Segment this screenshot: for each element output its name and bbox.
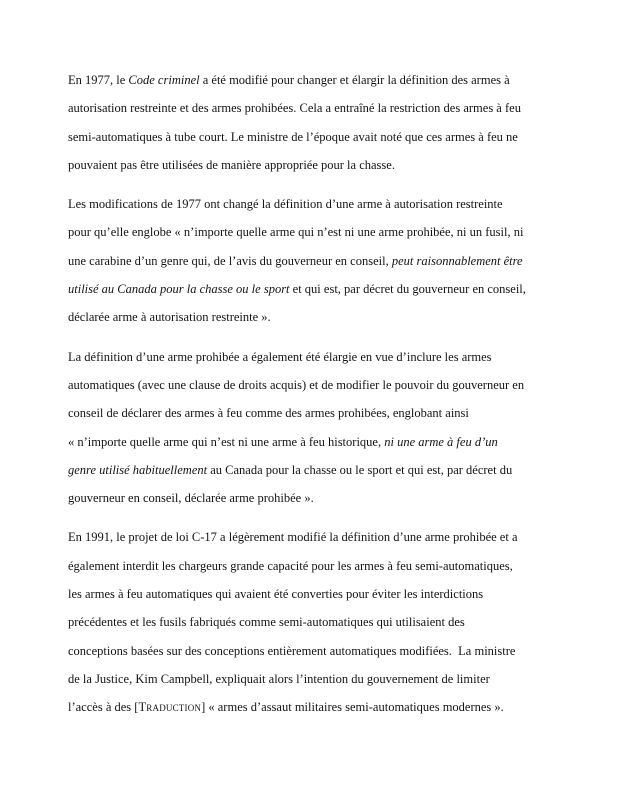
text-segment: conseil de déclarer des armes à feu comme des armes prohibées, englobant ainsi: [68, 406, 469, 421]
text-segment: La définition d’une arme prohibée a également été élargie en vue d’inclure les armes: [68, 349, 492, 364]
paragraph: [68, 343, 565, 513]
italic-text-segment: peut raisonnablement être: [391, 253, 523, 268]
text-segment: conceptions basées sur des conceptions entièrement automatiques modifiées. La ministre: [68, 643, 516, 658]
italic-text-segment: genre utilisé habituellement: [68, 462, 208, 477]
text-line: [68, 343, 565, 371]
text-line: [68, 151, 565, 179]
text-segment: et qui est, par décret du gouverneur en conseil,: [289, 282, 526, 297]
document-body: [68, 66, 565, 722]
text-line: [68, 190, 565, 218]
text-line: [68, 428, 565, 456]
text-segment: également interdit les chargeurs grande capacité pour les armes à feu semi-automatiques,: [68, 558, 513, 573]
text-segment: précédentes et les fusils fabriqués comme semi-automatiques qui utilisaient des: [68, 615, 465, 630]
text-line: [68, 693, 565, 721]
text-segment: En 1991, le projet de loi C-17 a légèrement modifié la définition d’une arme prohibée et a: [68, 530, 518, 545]
text-line: [68, 275, 565, 303]
paragraph: [68, 190, 565, 331]
text-line: [68, 456, 565, 484]
text-segment: au Canada pour la chasse ou le sport et qui est, par décret du: [207, 462, 513, 477]
text-segment: automatiques (avec une clause de droits acquis) et de modifier le pouvoir du gouverneur en: [68, 377, 525, 392]
italic-text-segment: Code criminel: [128, 73, 200, 87]
italic-text-segment: utilisé au Canada pour la chasse ou le sport: [68, 282, 290, 297]
text-segment: semi-automatiques à tube court. Le ministre de l’époque avait noté que ces armes à feu ne: [68, 129, 518, 144]
paragraph: [68, 523, 565, 721]
text-line: [68, 637, 565, 665]
text-segment: gouverneur en conseil, déclarée arme prohibée ».: [68, 491, 314, 506]
text-line: [68, 123, 565, 151]
text-line: [68, 218, 565, 246]
text-segment: pour qu’elle englobe « n’importe quelle arme qui n’est ni une arme prohibée, ni un fusil, ni: [68, 225, 524, 240]
text-segment: En 1977, le: [68, 73, 129, 87]
text-segment: déclarée arme à autorisation restreinte ».: [68, 310, 271, 325]
text-segment: autorisation restreinte et des armes prohibées. Cela a entraîné la restriction des armes à feu: [68, 101, 521, 116]
text-line: [68, 303, 565, 331]
paragraph: [68, 66, 565, 179]
text-segment: de la Justice, Kim Campbell, expliquait alors l’intention du gouvernement de limiter: [68, 671, 490, 686]
italic-text-segment: ni une arme à feu d’un: [384, 434, 498, 449]
text-line: [68, 608, 565, 636]
text-segment: pouvaient pas être utilisées de manière appropriée pour la chasse.: [68, 157, 395, 172]
text-segment: a été modifié pour changer et élargir la définition des armes à: [199, 73, 510, 87]
text-segment: une carabine d’un genre qui, de l’avis du gouverneur en conseil,: [68, 253, 392, 268]
text-line: [68, 94, 565, 122]
text-segment: « n’importe quelle arme qui n’est ni une arme à feu historique,: [68, 434, 385, 449]
text-line: [68, 484, 565, 512]
text-line: [68, 66, 565, 94]
text-line: [68, 371, 565, 399]
text-segment: les armes à feu automatiques qui avaient été converties pour éviter les interdictions: [68, 587, 484, 602]
text-segment: Les modifications de 1977 ont changé la définition d’une arme à autorisation restreinte: [68, 197, 503, 212]
text-line: [68, 552, 565, 580]
text-line: [68, 247, 565, 275]
text-line: [68, 580, 565, 608]
text-segment: ] « armes d’assaut militaires semi-automatiques modernes ».: [201, 700, 504, 715]
smallcaps-text-segment: Traduction: [138, 700, 202, 715]
text-line: [68, 523, 565, 551]
text-line: [68, 665, 565, 693]
text-line: [68, 399, 565, 427]
text-segment: l’accès à des [: [68, 700, 139, 715]
